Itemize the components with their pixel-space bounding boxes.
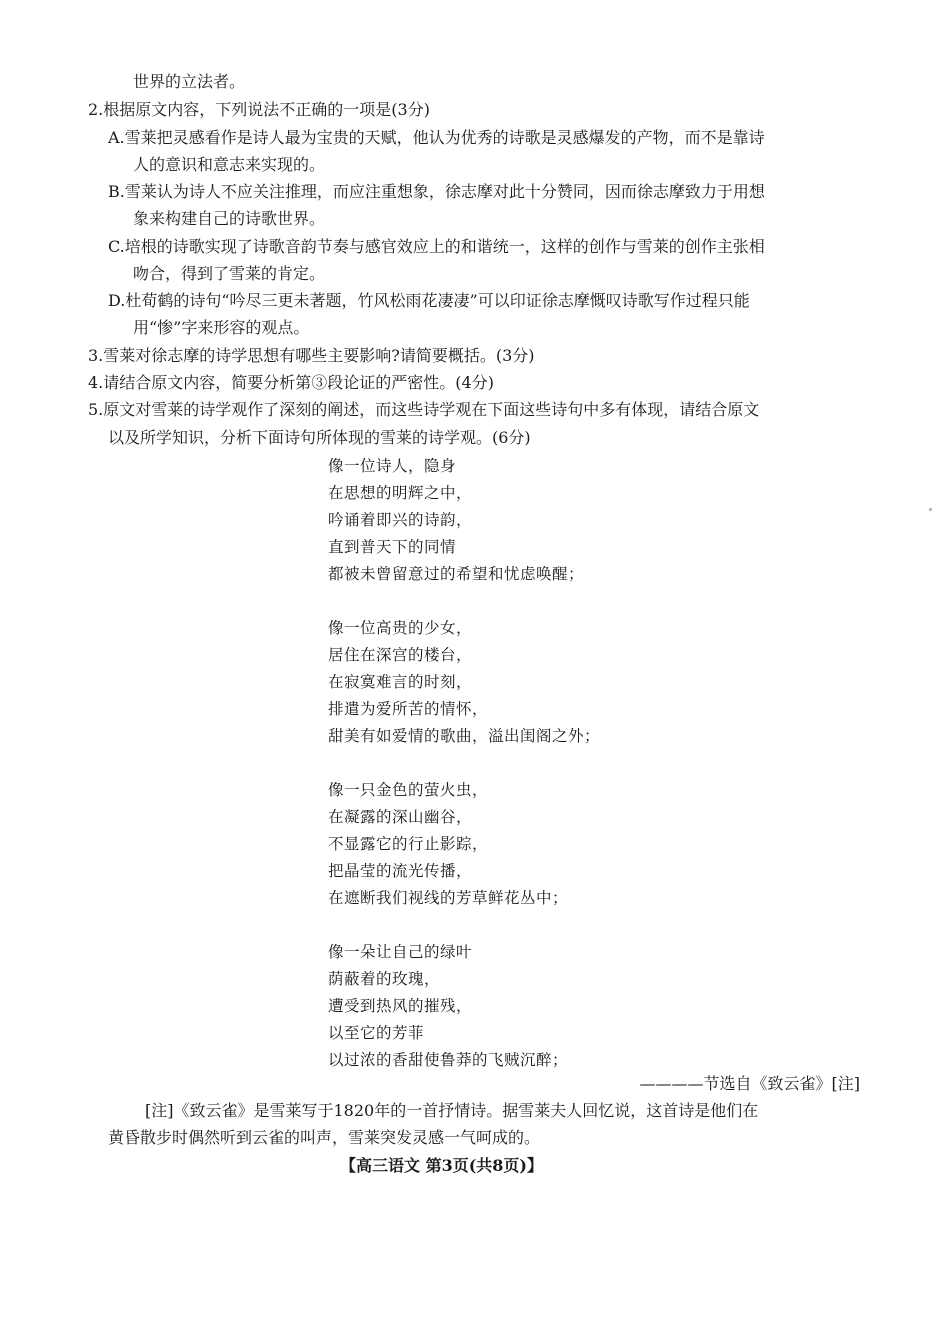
poem-line: 在遮断我们视线的芳草鲜花丛中； bbox=[328, 889, 569, 907]
poem-line: 像一位诗人，隐身 bbox=[328, 457, 457, 475]
poem-line: 直到普天下的同情 bbox=[328, 538, 457, 556]
question-2-option-b: B.雪莱认为诗人不应关注推理，而应注重想象，徐志摩对此十分赞同，因而徐志摩致力于用想 bbox=[108, 182, 765, 201]
poem-line: 以过浓的香甜使鲁莽的飞贼沉醉； bbox=[328, 1051, 569, 1069]
poem-line: 荫蔽着的玫瑰， bbox=[328, 970, 441, 988]
question-2-stem: 2.根据原文内容，下列说法不正确的一项是(3分) bbox=[88, 100, 430, 119]
poem-line: 遭受到热风的摧残， bbox=[328, 997, 473, 1015]
question-3: 3.雪莱对徐志摩的诗学思想有哪些主要影响?请简要概括。(3分) bbox=[88, 346, 535, 365]
poem-line: 在凝露的深山幽谷， bbox=[328, 808, 473, 826]
poem-line: 把晶莹的流光传播， bbox=[328, 862, 473, 880]
poem-line: 不显露它的行止影踪， bbox=[328, 835, 489, 853]
poem-line: 居住在深宫的楼台， bbox=[328, 646, 473, 664]
poem-line: 甜美有如爱情的歌曲，溢出闺阁之外； bbox=[328, 727, 601, 745]
page-footer: 【高三语文 第3页(共8页)】 bbox=[340, 1156, 543, 1175]
scan-speck bbox=[929, 508, 932, 511]
poem-line: 排遣为爱所苦的情怀， bbox=[328, 700, 489, 718]
annotation-note: [注]《致云雀》是雪莱写于1820年的一首抒情诗。据雪莱夫人回忆说，这首诗是他们在 bbox=[145, 1101, 759, 1120]
poem-source: ————节选自《致云雀》[注] bbox=[639, 1074, 860, 1093]
poem-line: 像一位高贵的少女， bbox=[328, 619, 473, 637]
poem-line: 在寂寞难言的时刻， bbox=[328, 673, 473, 691]
question-2-option-b-cont: 象来构建自己的诗歌世界。 bbox=[133, 209, 326, 228]
poem-line: 在思想的明辉之中， bbox=[328, 484, 473, 502]
poem-line: 吟诵着即兴的诗韵， bbox=[328, 511, 473, 529]
question-2-option-a-cont: 人的意识和意志来实现的。 bbox=[133, 155, 326, 174]
question-2-option-d: D.杜荀鹤的诗句“吟尽三更未著题，竹风松雨花凄凄”可以印证徐志摩慨叹诗歌写作过程只能 bbox=[108, 291, 750, 310]
poem-line: 像一朵让自己的绿叶 bbox=[328, 943, 473, 961]
annotation-note-cont: 黄昏散步时偶然听到云雀的叫声，雪莱突发灵感一气呵成的。 bbox=[108, 1128, 541, 1147]
question-2-option-c: C.培根的诗歌实现了诗歌音韵节奏与感官效应上的和谐统一，这样的创作与雪莱的创作主张相 bbox=[108, 237, 765, 256]
poem-line: 以至它的芳菲 bbox=[328, 1024, 425, 1042]
poem-line: 像一只金色的萤火虫， bbox=[328, 781, 489, 799]
continuation-text: 世界的立法者。 bbox=[133, 72, 246, 91]
question-2-option-a: A.雪莱把灵感看作是诗人最为宝贵的天赋，他认为优秀的诗歌是灵感爆发的产物，而不是靠诗 bbox=[108, 128, 765, 147]
question-2-option-d-cont: 用“惨”字来形容的观点。 bbox=[133, 318, 310, 337]
question-4: 4.请结合原文内容，简要分析第③段论证的严密性。(4分) bbox=[88, 373, 494, 392]
question-5: 5.原文对雪莱的诗学观作了深刻的阐述，而这些诗学观在下面这些诗句中多有体现，请结合原文 bbox=[88, 400, 760, 419]
poem-line: 都被未曾留意过的希望和忧虑唤醒； bbox=[328, 565, 585, 583]
question-2-option-c-cont: 吻合，得到了雪莱的肯定。 bbox=[133, 264, 326, 283]
question-5-cont: 以及所学知识，分析下面诗句所体现的雪莱的诗学观。(6分) bbox=[108, 428, 531, 447]
